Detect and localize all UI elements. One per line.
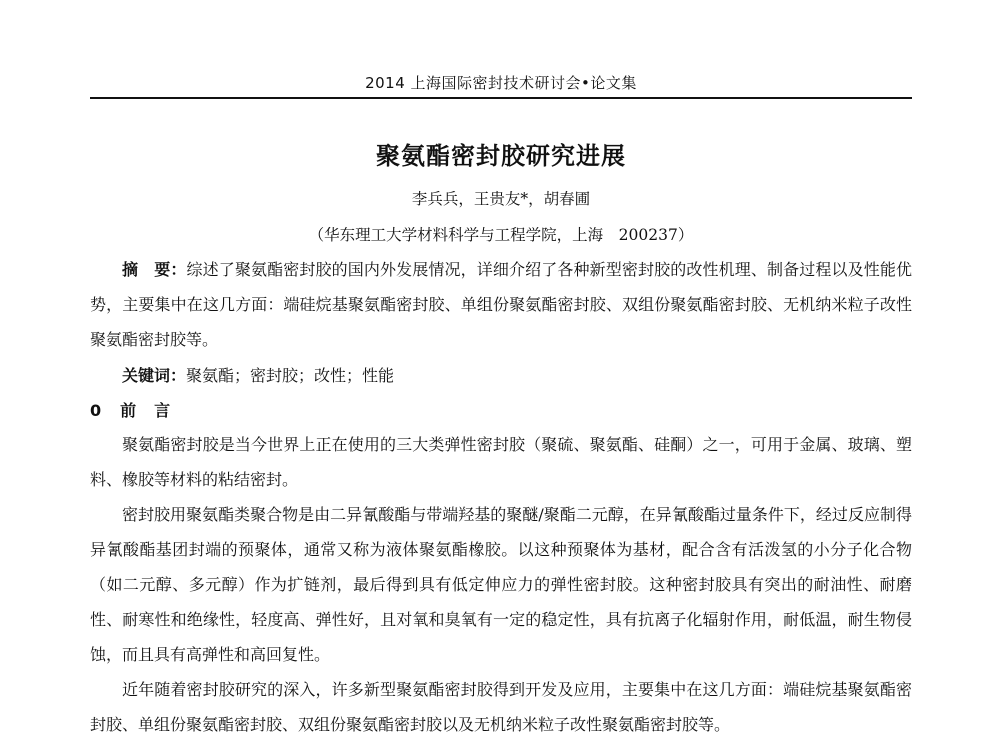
header-rule [90, 97, 912, 99]
paragraph-text: 聚氨酯密封胶是当今世界上正在使用的三大类弹性密封胶（聚硫、聚氨酯、硅酮）之一，可用于金属、玻璃、塑料、橡胶等材料的粘结密封。 [90, 435, 912, 489]
keywords [90, 358, 912, 393]
running-header: 2014 上海国际密封技术研讨会•论文集 [365, 74, 637, 92]
body-paragraph-3 [90, 672, 912, 742]
affiliation: （华东理工大学材料科学与工程学院，上海 200237） [308, 226, 694, 244]
body-paragraph-2 [90, 497, 912, 672]
body-paragraph-1 [90, 427, 912, 497]
abstract-paragraph [90, 252, 912, 357]
keywords-text: 聚氨酯；密封胶；改性；性能 [186, 366, 395, 385]
keywords-paragraph [90, 358, 912, 393]
abstract-text: 综述了聚氨酯密封胶的国内外发展情况，详细介绍了各种新型密封胶的改性机理、制备过程以及性能优势，主要集中在这几方面：端硅烷基聚氨酯密封胶、单组份聚氨酯密封胶、双组份聚氨酯密封胶、无机纳米粒子改性聚氨酯密封胶等。 [90, 260, 912, 349]
paragraph-text: 密封胶用聚氨酯类聚合物是由二异氰酸酯与带端羟基的聚醚/聚酯二元醇，在异氰酸酯过量条件下，经过反应制得异氰酸酯基团封端的预聚体，通常又称为液体聚氨酯橡胶。以这种预聚体为基材，配合含有活泼氢的小分子化合物（如二元醇、多元醇）作为扩链剂，最后得到具有低定伸应力的弹性密封胶。这种密封胶具有突出的耐油性、耐磨性、耐寒性和绝缘性，轻度高、弹性好，且对氧和臭氧有一定的稳定性，具有抗离子化辐射作用，耐低温，耐生物侵蚀，而且具有高弹性和高回复性。 [90, 505, 912, 664]
section-heading [90, 398, 171, 421]
abstract-label: 摘 要： [122, 260, 187, 279]
abstract [90, 252, 912, 357]
section-number: 0 [90, 401, 103, 420]
keywords-label: 关键词： [122, 366, 187, 385]
author-list: 李兵兵，王贵友*，胡春圃 [411, 190, 591, 208]
section-title: 前 言 [120, 401, 172, 420]
paragraph-text: 近年随着密封胶研究的深入，许多新型聚氨酯密封胶得到开发及应用，主要集中在这几方面：端硅烷基聚氨酯密封胶、单组份聚氨酯密封胶、双组份聚氨酯密封胶以及无机纳米粒子改性聚氨酯密封胶等。 [90, 680, 912, 734]
paper-title: 聚氨酯密封胶研究进展 [376, 142, 626, 170]
